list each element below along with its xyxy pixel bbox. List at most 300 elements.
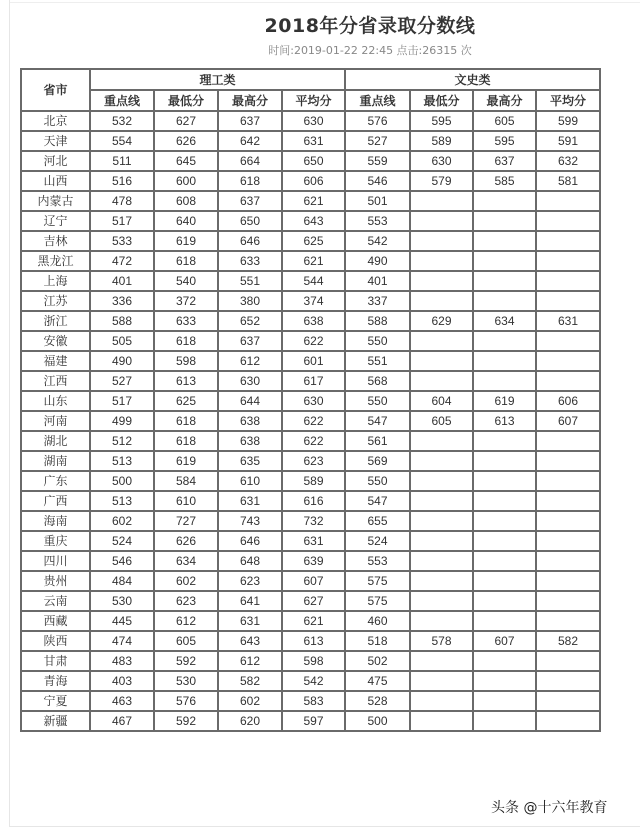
score-cell (473, 531, 536, 551)
score-cell: 598 (282, 651, 345, 671)
column-header-science-key-line: 重点线 (90, 90, 154, 111)
score-cell: 618 (154, 431, 218, 451)
score-cell: 631 (282, 131, 345, 151)
score-cell: 626 (154, 131, 218, 151)
score-cell: 589 (410, 131, 473, 151)
score-cell (536, 471, 600, 491)
score-cell (536, 591, 600, 611)
score-cell: 559 (345, 151, 410, 171)
table-row (21, 211, 600, 231)
score-cell: 631 (282, 531, 345, 551)
score-cell (410, 711, 473, 731)
score-cell: 622 (282, 411, 345, 431)
score-cell: 650 (282, 151, 345, 171)
table-row (21, 571, 600, 591)
score-cell (473, 591, 536, 611)
score-cell (536, 251, 600, 271)
score-cell: 589 (282, 471, 345, 491)
score-cell (536, 651, 600, 671)
score-cell: 524 (345, 531, 410, 551)
score-cell: 655 (345, 511, 410, 531)
score-cell: 547 (345, 411, 410, 431)
column-header-science-max: 最高分 (218, 90, 282, 111)
province-cell: 内蒙古 (21, 191, 90, 211)
score-cell: 511 (90, 151, 154, 171)
score-cell: 595 (473, 131, 536, 151)
score-cell: 639 (282, 551, 345, 571)
score-cell: 627 (154, 111, 218, 131)
score-cell: 500 (90, 471, 154, 491)
article-meta: 时间:2019-01-22 22:45 点击:26315 次 (268, 44, 472, 57)
column-header-arts-avg: 平均分 (536, 90, 600, 111)
province-cell: 山西 (21, 171, 90, 191)
score-cell: 727 (154, 511, 218, 531)
score-cell: 513 (90, 451, 154, 471)
score-cell: 505 (90, 331, 154, 351)
score-cell (410, 551, 473, 571)
score-cell: 637 (218, 331, 282, 351)
score-cell (536, 571, 600, 591)
score-cell: 605 (473, 111, 536, 131)
page-frame-left-border (9, 0, 10, 826)
table-row (21, 151, 600, 171)
score-cell: 618 (218, 171, 282, 191)
province-cell: 安徽 (21, 331, 90, 351)
column-header-arts-key-line: 重点线 (345, 90, 410, 111)
table-header-group-row (21, 69, 600, 90)
watermark-text: 头条 @十六年教育 (491, 800, 608, 816)
score-cell: 646 (218, 531, 282, 551)
score-cell: 634 (473, 311, 536, 331)
score-cell: 619 (154, 451, 218, 471)
score-cell: 630 (410, 151, 473, 171)
score-cell (410, 671, 473, 691)
score-cell: 637 (473, 151, 536, 171)
score-cell (473, 611, 536, 631)
score-cell: 632 (536, 151, 600, 171)
score-cell: 554 (90, 131, 154, 151)
province-cell: 吉林 (21, 231, 90, 251)
admission-score-table (20, 68, 601, 732)
score-cell: 533 (90, 231, 154, 251)
score-cell: 569 (345, 451, 410, 471)
table-row (21, 491, 600, 511)
score-cell: 553 (345, 211, 410, 231)
score-cell (473, 271, 536, 291)
score-cell: 547 (345, 491, 410, 511)
score-cell: 638 (218, 411, 282, 431)
score-cell: 528 (345, 691, 410, 711)
score-cell (536, 511, 600, 531)
score-cell: 620 (218, 711, 282, 731)
score-cell: 607 (473, 631, 536, 651)
score-cell: 618 (154, 331, 218, 351)
score-cell (410, 371, 473, 391)
score-cell (410, 291, 473, 311)
score-cell (536, 371, 600, 391)
score-cell: 610 (218, 471, 282, 491)
score-cell: 648 (218, 551, 282, 571)
score-cell: 631 (218, 611, 282, 631)
province-cell: 北京 (21, 111, 90, 131)
score-cell: 588 (90, 311, 154, 331)
score-cell: 607 (536, 411, 600, 431)
score-cell: 467 (90, 711, 154, 731)
score-cell: 644 (218, 391, 282, 411)
score-cell: 650 (218, 211, 282, 231)
score-cell (536, 211, 600, 231)
score-cell: 633 (154, 311, 218, 331)
score-cell: 627 (282, 591, 345, 611)
score-cell (473, 551, 536, 571)
score-cell: 517 (90, 211, 154, 231)
province-cell: 湖南 (21, 451, 90, 471)
score-cell (410, 651, 473, 671)
province-cell: 浙江 (21, 311, 90, 331)
table-row (21, 591, 600, 611)
score-cell: 630 (282, 391, 345, 411)
score-cell: 640 (154, 211, 218, 231)
score-cell (536, 231, 600, 251)
page-frame-top-border (9, 2, 640, 3)
score-cell: 336 (90, 291, 154, 311)
score-cell: 602 (154, 571, 218, 591)
score-cell (536, 451, 600, 471)
score-cell (473, 471, 536, 491)
score-cell: 652 (218, 311, 282, 331)
score-cell (410, 271, 473, 291)
score-cell (473, 331, 536, 351)
column-header-arts-min: 最低分 (410, 90, 473, 111)
table-row (21, 291, 600, 311)
table-row (21, 331, 600, 351)
score-cell (536, 431, 600, 451)
province-cell: 黑龙江 (21, 251, 90, 271)
score-cell: 568 (345, 371, 410, 391)
score-cell: 635 (218, 451, 282, 471)
score-cell: 527 (90, 371, 154, 391)
score-cell (473, 191, 536, 211)
score-cell (473, 651, 536, 671)
score-cell (410, 491, 473, 511)
score-cell (536, 671, 600, 691)
score-cell (473, 251, 536, 271)
score-cell: 542 (345, 231, 410, 251)
table-row (21, 391, 600, 411)
score-cell: 625 (154, 391, 218, 411)
score-cell: 591 (536, 131, 600, 151)
score-cell: 401 (345, 271, 410, 291)
score-cell (410, 451, 473, 471)
table-row (21, 651, 600, 671)
score-cell: 610 (154, 491, 218, 511)
page-frame-bottom-border (9, 826, 640, 827)
table-row (21, 271, 600, 291)
score-cell: 645 (154, 151, 218, 171)
score-cell: 646 (218, 231, 282, 251)
score-cell (473, 371, 536, 391)
score-cell: 380 (218, 291, 282, 311)
score-cell: 616 (282, 491, 345, 511)
province-cell: 重庆 (21, 531, 90, 551)
province-cell: 广西 (21, 491, 90, 511)
score-cell: 542 (282, 671, 345, 691)
score-cell: 625 (282, 231, 345, 251)
province-cell: 河北 (21, 151, 90, 171)
score-cell: 637 (218, 111, 282, 131)
column-header-science-min: 最低分 (154, 90, 218, 111)
score-cell: 600 (154, 171, 218, 191)
score-cell: 606 (282, 171, 345, 191)
score-cell: 597 (282, 711, 345, 731)
score-cell: 621 (282, 611, 345, 631)
table-row (21, 111, 600, 131)
score-cell: 540 (154, 271, 218, 291)
score-cell (473, 711, 536, 731)
score-cell: 550 (345, 331, 410, 351)
score-cell (536, 691, 600, 711)
score-cell: 642 (218, 131, 282, 151)
score-cell: 445 (90, 611, 154, 631)
score-cell: 524 (90, 531, 154, 551)
score-cell: 500 (345, 711, 410, 731)
score-cell: 546 (90, 551, 154, 571)
score-cell: 641 (218, 591, 282, 611)
score-cell: 478 (90, 191, 154, 211)
table-row (21, 251, 600, 271)
table-body (21, 111, 600, 731)
score-cell: 403 (90, 671, 154, 691)
score-cell: 619 (473, 391, 536, 411)
province-cell: 山东 (21, 391, 90, 411)
score-cell (536, 551, 600, 571)
score-cell: 553 (345, 551, 410, 571)
score-cell: 612 (218, 351, 282, 371)
table-row (21, 471, 600, 491)
score-cell (410, 331, 473, 351)
score-cell: 401 (90, 271, 154, 291)
score-cell: 637 (218, 191, 282, 211)
score-cell (473, 431, 536, 451)
score-cell: 551 (218, 271, 282, 291)
table-row (21, 691, 600, 711)
score-cell: 623 (282, 451, 345, 471)
score-cell (536, 271, 600, 291)
table-row (21, 171, 600, 191)
score-cell (536, 351, 600, 371)
score-cell: 634 (154, 551, 218, 571)
table-row (21, 231, 600, 251)
province-cell: 湖北 (21, 431, 90, 451)
score-cell: 602 (218, 691, 282, 711)
score-cell: 551 (345, 351, 410, 371)
score-cell (410, 251, 473, 271)
score-cell (473, 571, 536, 591)
score-cell (536, 491, 600, 511)
score-cell (473, 211, 536, 231)
score-cell: 607 (282, 571, 345, 591)
province-cell: 辽宁 (21, 211, 90, 231)
score-cell (410, 531, 473, 551)
score-cell: 583 (282, 691, 345, 711)
score-cell (536, 191, 600, 211)
score-cell (473, 351, 536, 371)
score-cell: 530 (154, 671, 218, 691)
table-row (21, 131, 600, 151)
score-cell: 561 (345, 431, 410, 451)
score-cell: 643 (282, 211, 345, 231)
score-cell (410, 691, 473, 711)
score-cell: 613 (473, 411, 536, 431)
score-cell: 631 (536, 311, 600, 331)
score-cell: 472 (90, 251, 154, 271)
score-cell: 630 (218, 371, 282, 391)
score-cell: 575 (345, 591, 410, 611)
province-cell: 新疆 (21, 711, 90, 731)
score-cell (473, 511, 536, 531)
province-cell: 天津 (21, 131, 90, 151)
score-cell: 643 (218, 631, 282, 651)
table-row (21, 431, 600, 451)
score-cell: 592 (154, 711, 218, 731)
score-cell: 621 (282, 191, 345, 211)
score-cell (410, 431, 473, 451)
table-row (21, 371, 600, 391)
score-cell: 618 (154, 251, 218, 271)
province-cell: 广东 (21, 471, 90, 491)
score-cell: 606 (536, 391, 600, 411)
province-cell: 甘肃 (21, 651, 90, 671)
table-row (21, 311, 600, 331)
score-cell (473, 291, 536, 311)
score-cell: 604 (410, 391, 473, 411)
score-cell (536, 291, 600, 311)
score-cell: 576 (345, 111, 410, 131)
score-cell (410, 571, 473, 591)
score-cell: 618 (154, 411, 218, 431)
table-row (21, 611, 600, 631)
table-row (21, 631, 600, 651)
score-cell: 582 (536, 631, 600, 651)
score-cell: 605 (410, 411, 473, 431)
score-cell: 612 (218, 651, 282, 671)
score-cell (536, 331, 600, 351)
province-cell: 陕西 (21, 631, 90, 651)
table-row (21, 531, 600, 551)
score-cell: 575 (345, 571, 410, 591)
score-cell: 623 (154, 591, 218, 611)
province-cell: 江西 (21, 371, 90, 391)
table-row (21, 411, 600, 431)
column-header-arts-max: 最高分 (473, 90, 536, 111)
province-cell: 江苏 (21, 291, 90, 311)
score-cell: 502 (345, 651, 410, 671)
score-cell (473, 491, 536, 511)
score-cell: 576 (154, 691, 218, 711)
column-group-liberal-arts: 文史类 (345, 69, 600, 90)
score-cell (473, 691, 536, 711)
score-cell: 602 (90, 511, 154, 531)
score-cell: 613 (154, 371, 218, 391)
province-cell: 福建 (21, 351, 90, 371)
score-cell: 512 (90, 431, 154, 451)
province-cell: 河南 (21, 411, 90, 431)
column-group-science: 理工类 (90, 69, 345, 90)
score-cell: 598 (154, 351, 218, 371)
score-cell: 631 (218, 491, 282, 511)
score-cell: 633 (218, 251, 282, 271)
score-cell (536, 611, 600, 631)
score-cell: 626 (154, 531, 218, 551)
score-cell: 518 (345, 631, 410, 651)
score-cell: 664 (218, 151, 282, 171)
score-cell: 743 (218, 511, 282, 531)
score-cell: 585 (473, 171, 536, 191)
score-cell: 517 (90, 391, 154, 411)
score-cell: 501 (345, 191, 410, 211)
score-cell: 638 (218, 431, 282, 451)
table-row (21, 351, 600, 371)
score-cell: 605 (154, 631, 218, 651)
score-cell: 527 (345, 131, 410, 151)
table-row (21, 711, 600, 731)
score-cell: 638 (282, 311, 345, 331)
score-cell: 532 (90, 111, 154, 131)
page-title: 2018年分省录取分数线 (264, 15, 476, 37)
score-cell: 374 (282, 291, 345, 311)
table-row (21, 191, 600, 211)
score-cell: 619 (154, 231, 218, 251)
score-cell: 460 (345, 611, 410, 631)
score-cell: 612 (154, 611, 218, 631)
score-cell (410, 231, 473, 251)
score-cell: 499 (90, 411, 154, 431)
province-cell: 宁夏 (21, 691, 90, 711)
table-row (21, 511, 600, 531)
score-cell (473, 231, 536, 251)
score-cell: 629 (410, 311, 473, 331)
score-cell: 623 (218, 571, 282, 591)
province-cell: 海南 (21, 511, 90, 531)
score-cell: 513 (90, 491, 154, 511)
score-cell (410, 191, 473, 211)
table-row (21, 451, 600, 471)
score-cell: 592 (154, 651, 218, 671)
score-cell (410, 591, 473, 611)
score-cell (410, 351, 473, 371)
score-cell: 595 (410, 111, 473, 131)
score-cell: 490 (345, 251, 410, 271)
score-cell (410, 511, 473, 531)
column-header-science-avg: 平均分 (282, 90, 345, 111)
score-cell: 372 (154, 291, 218, 311)
score-cell: 484 (90, 571, 154, 591)
score-cell: 622 (282, 431, 345, 451)
score-cell (410, 211, 473, 231)
score-cell: 599 (536, 111, 600, 131)
score-cell: 516 (90, 171, 154, 191)
score-cell: 578 (410, 631, 473, 651)
score-cell: 337 (345, 291, 410, 311)
score-cell: 550 (345, 391, 410, 411)
score-cell: 581 (536, 171, 600, 191)
column-header-province: 省市 (21, 69, 90, 111)
table-row (21, 671, 600, 691)
score-cell: 546 (345, 171, 410, 191)
score-cell: 490 (90, 351, 154, 371)
score-cell: 621 (282, 251, 345, 271)
score-cell: 601 (282, 351, 345, 371)
